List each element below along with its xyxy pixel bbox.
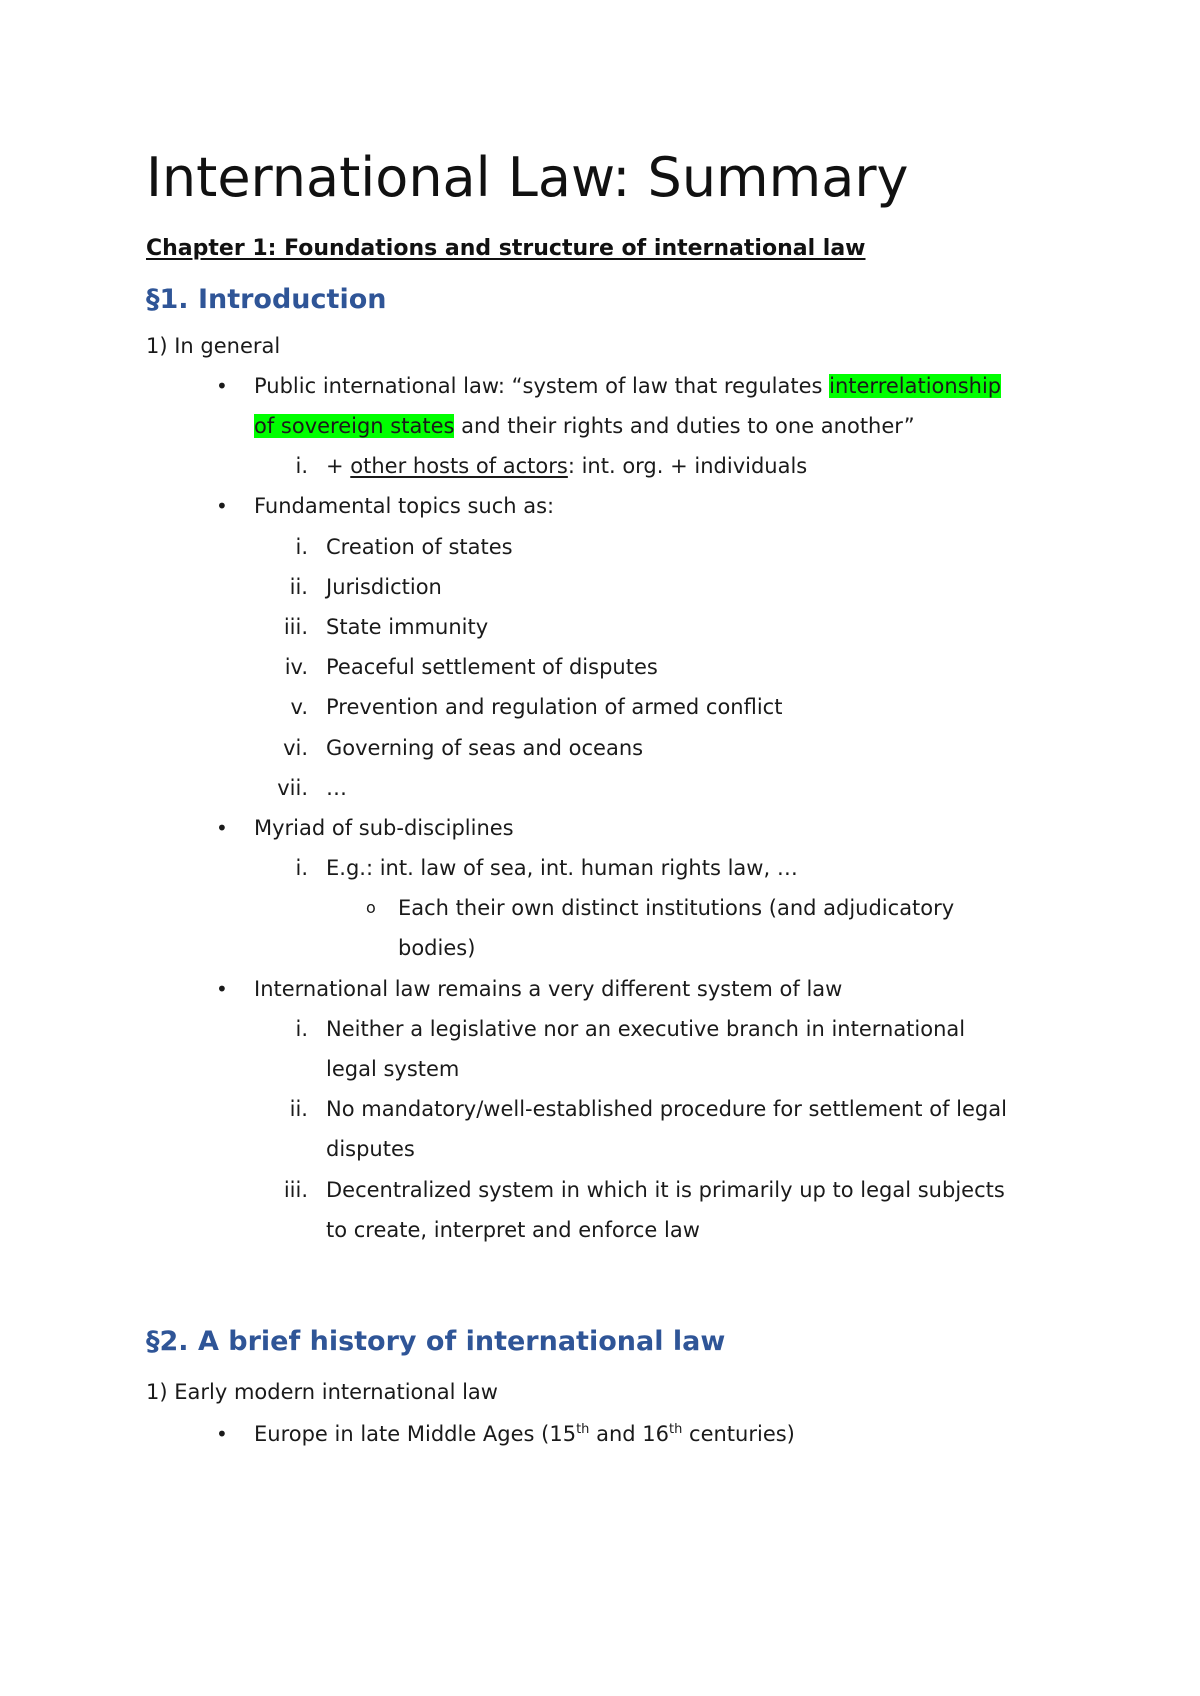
bullet-icon: • xyxy=(216,494,228,518)
list-item: Neither a legislative nor an executive branch in international xyxy=(326,1017,966,1041)
list-item-other-actors: + other hosts of actors: int. org. + individuals xyxy=(326,454,808,478)
list-item: Each their own distinct institutions (and adjudicatory xyxy=(398,896,955,920)
list-marker: v. xyxy=(290,695,308,719)
highlighted-text: interrelationship xyxy=(829,374,1002,398)
subheading-early-modern: 1) Early modern international law xyxy=(146,1380,498,1404)
list-marker: i. xyxy=(295,454,308,478)
list-item: Creation of states xyxy=(326,535,513,559)
list-marker: iii. xyxy=(283,1178,308,1202)
circle-bullet-icon: o xyxy=(366,898,376,917)
list-item-fundamental-topics: Fundamental topics such as: xyxy=(254,494,555,518)
highlighted-text: of sovereign states xyxy=(254,414,455,438)
list-marker: vii. xyxy=(277,776,308,800)
list-item: State immunity xyxy=(326,615,489,639)
list-marker: iv. xyxy=(284,655,308,679)
list-item-continuation: disputes xyxy=(326,1137,415,1161)
list-marker: ii. xyxy=(289,575,308,599)
list-item: No mandatory/well-established procedure for settlement of legal xyxy=(326,1097,1007,1121)
list-marker: iii. xyxy=(283,615,308,639)
list-item: … xyxy=(326,776,347,800)
list-item-public-intl-law: Public international law: “system of law that regulates interrelationship xyxy=(254,374,1002,398)
chapter-heading: Chapter 1: Foundations and structure of international law xyxy=(146,236,866,261)
list-item: Peaceful settlement of disputes xyxy=(326,655,658,679)
list-item: Governing of seas and oceans xyxy=(326,736,644,760)
list-marker: ii. xyxy=(289,1097,308,1121)
underlined-text: other hosts of actors xyxy=(350,454,568,478)
list-marker: i. xyxy=(295,1017,308,1041)
bullet-icon: • xyxy=(216,977,228,1001)
list-item-sub-disciplines: Myriad of sub-disciplines xyxy=(254,816,514,840)
list-item: Prevention and regulation of armed conflict xyxy=(326,695,783,719)
list-item: E.g.: int. law of sea, int. human rights law, … xyxy=(326,856,798,880)
list-item-different-system: International law remains a very different system of law xyxy=(254,977,843,1001)
list-item: Decentralized system in which it is primarily up to legal subjects xyxy=(326,1178,1005,1202)
subheading-in-general: 1) In general xyxy=(146,334,281,358)
list-item-continuation: to create, interpret and enforce law xyxy=(326,1218,700,1242)
bullet-icon: • xyxy=(216,374,228,398)
list-marker: i. xyxy=(295,856,308,880)
list-item-continuation: bodies) xyxy=(398,936,476,960)
section-heading-2: §2. A brief history of international law xyxy=(146,1326,726,1357)
list-marker: vi. xyxy=(283,736,308,760)
list-item-continuation: legal system xyxy=(326,1057,460,1081)
list-item: Jurisdiction xyxy=(326,575,442,599)
list-item-late-middle-ages: Europe in late Middle Ages (15th and 16th centuries) xyxy=(254,1422,795,1446)
bullet-icon: • xyxy=(216,816,228,840)
section-heading-1: §1. Introduction xyxy=(146,284,387,315)
list-marker: i. xyxy=(295,535,308,559)
bullet-icon: • xyxy=(216,1422,228,1446)
document-title: International Law: Summary xyxy=(146,146,909,209)
list-item-continuation: of sovereign states and their rights and duties to one another” xyxy=(254,414,915,438)
